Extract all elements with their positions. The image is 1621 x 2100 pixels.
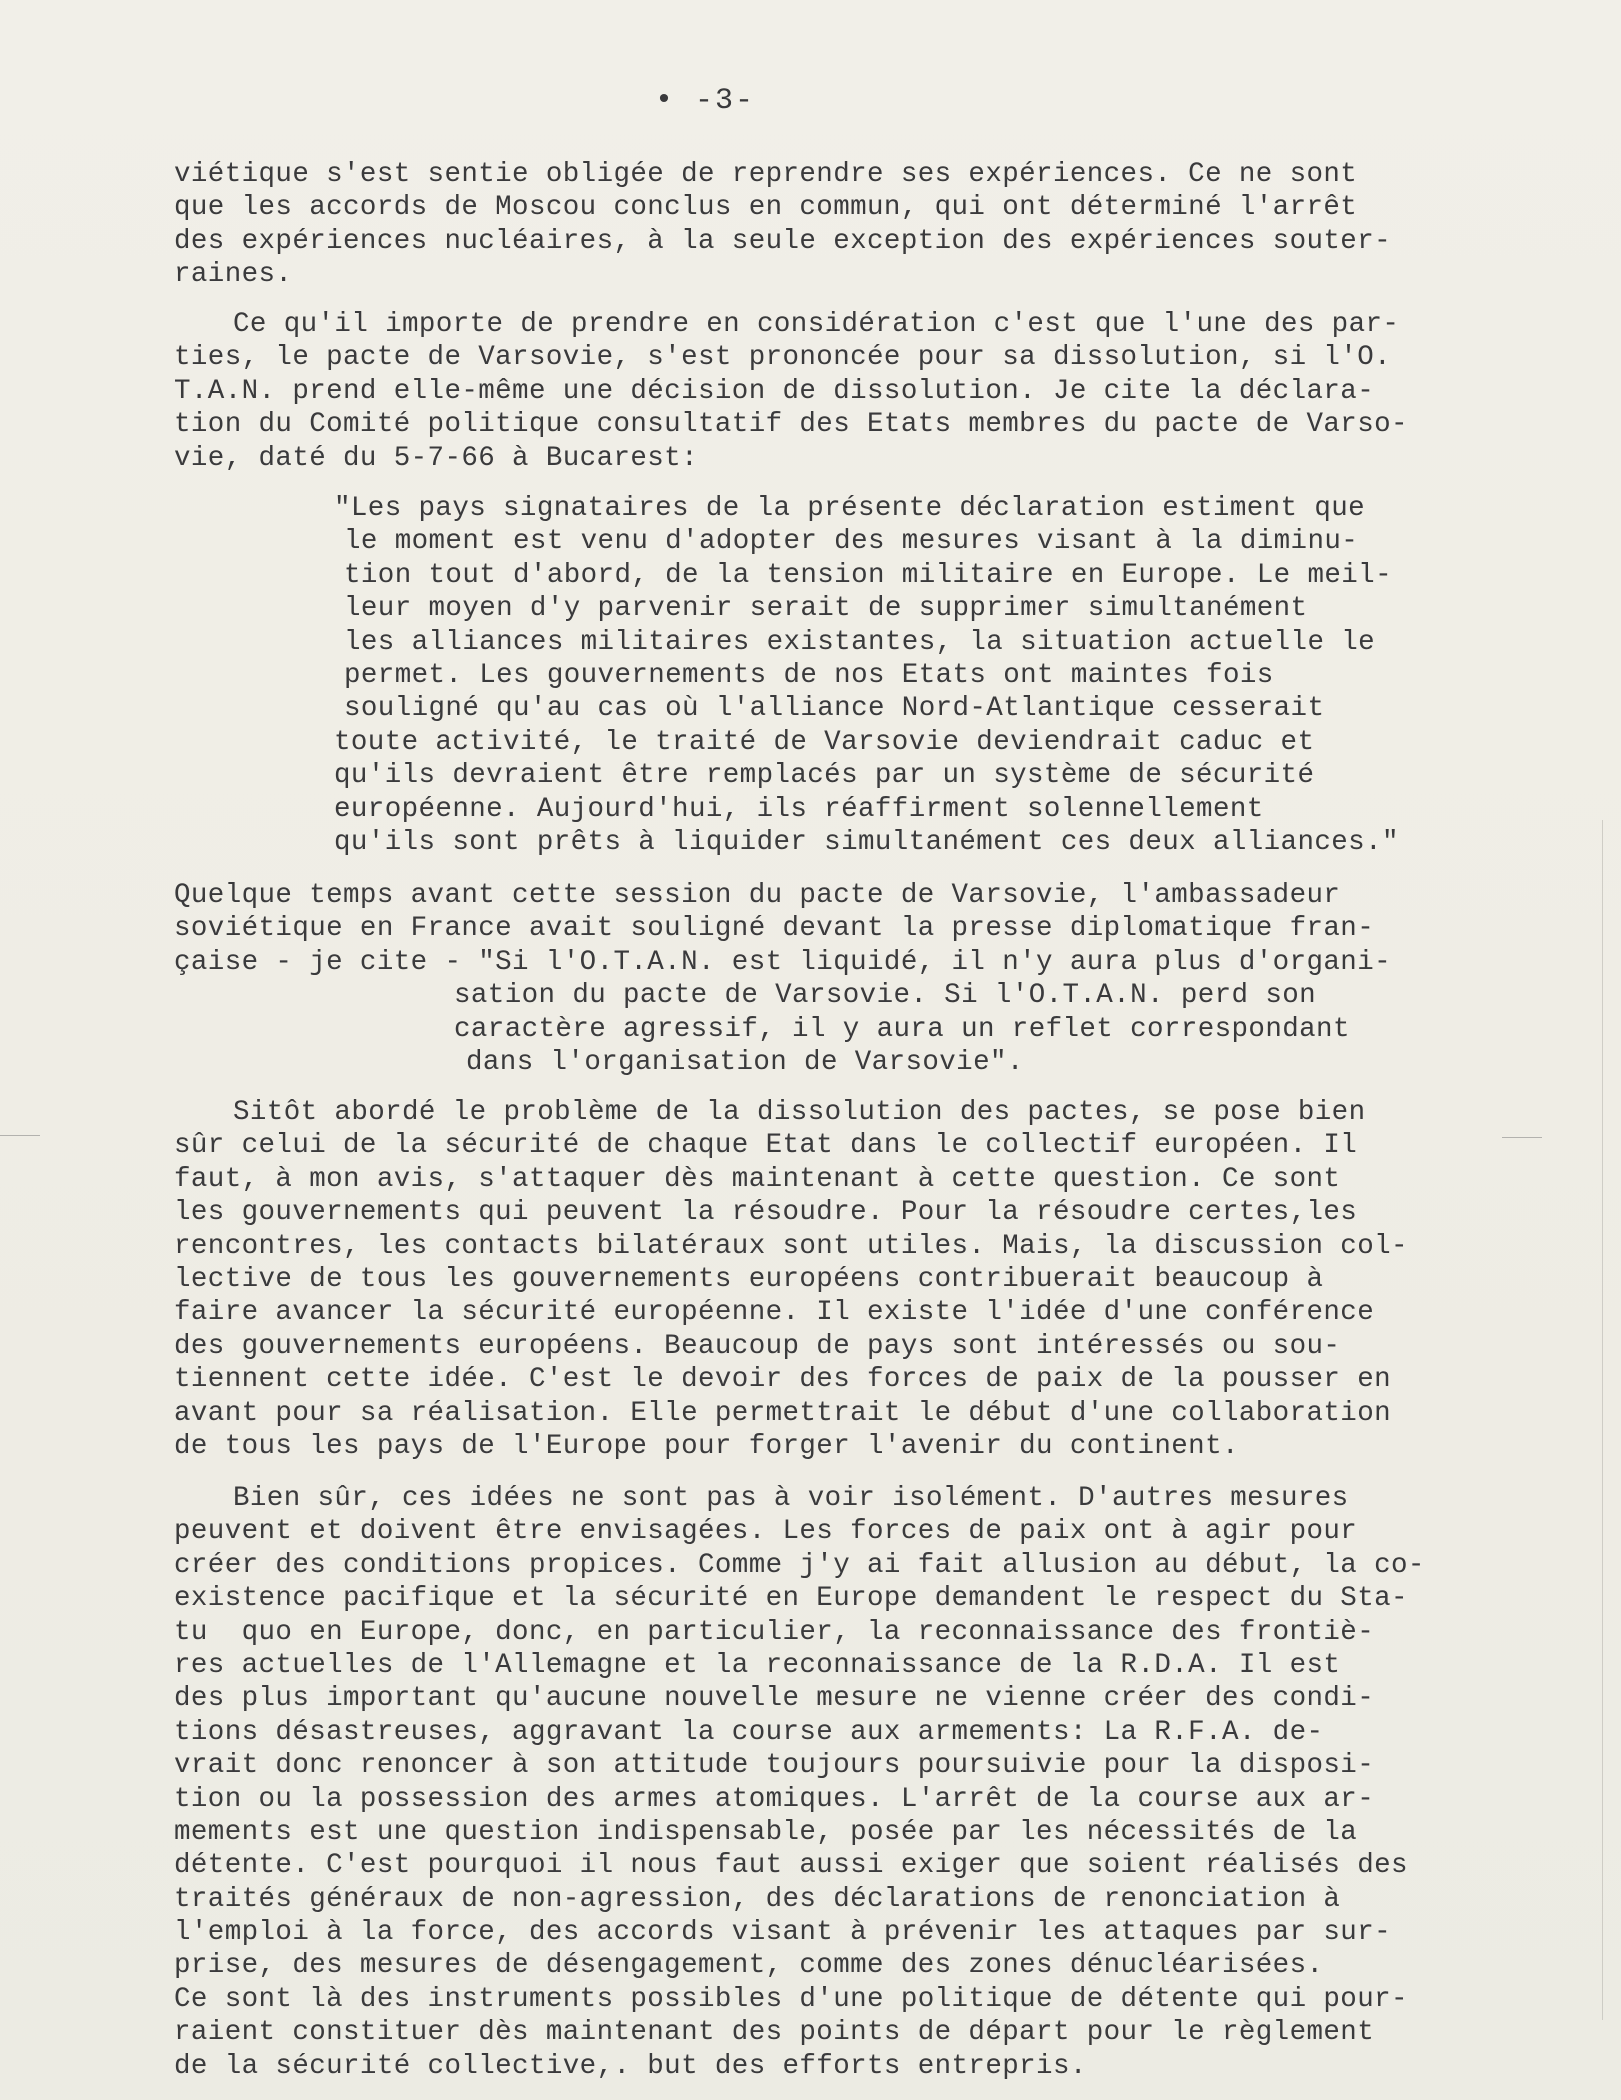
text-line: caractère agressif, il y aura un reflet correspondant	[454, 1013, 1350, 1045]
text-line: raient constituer dès maintenant des points de départ pour le règlement	[174, 2017, 1375, 2049]
quote-line: qu'ils sont prêts à liquider simultanément ces deux alliances."	[334, 826, 1399, 858]
quote-line: le moment est venu d'adopter des mesures visant à la diminu-	[344, 526, 1359, 558]
text-line: tiennent cette idée. C'est le devoir des forces de paix de la pousser en	[174, 1364, 1391, 1396]
text-line: res actuelles de l'Allemagne et la reconnaissance de la R.D.A. Il est	[174, 1649, 1341, 1681]
text-line: prise, des mesures de désengagement, comme des zones dénucléarisées.	[174, 1950, 1324, 1982]
text-line: Bien sûr, ces idées ne sont pas à voir isolément. D'autres mesures	[233, 1483, 1349, 1514]
text-line: soviétique en France avait souligné devant la presse diplomatique fran-	[174, 913, 1375, 945]
text-line: des plus important qu'aucune nouvelle mesure ne vienne créer des condi-	[174, 1683, 1375, 1715]
text-line: vie, daté du 5-7-66 à Bucarest:	[174, 442, 698, 474]
right-margin-shadow	[1602, 820, 1603, 2020]
quote-line: leur moyen d'y parvenir serait de supprimer simultanément	[344, 593, 1308, 625]
text-line: créer des conditions propices. Comme j'y ai fait allusion au début, la co-	[174, 1549, 1425, 1581]
paragraph-6	[174, 1482, 1425, 2083]
text-line: traités généraux de non-agression, des déclarations de renonciation à	[174, 1883, 1341, 1915]
text-line: existence pacifique et la sécurité en Europe demandent le respect du Sta-	[174, 1583, 1408, 1615]
quote-line: toute activité, le traité de Varsovie deviendrait caduc et	[334, 726, 1315, 758]
paragraph-1	[174, 158, 1391, 292]
text-line: que les accords de Moscou conclus en commun, qui ont déterminé l'arrêt	[174, 192, 1358, 224]
quote-line: souligné qu'au cas où l'alliance Nord-Atlantique cesserait	[344, 693, 1325, 725]
quote-line: permet. Les gouvernements de nos Etats ont maintes fois	[344, 659, 1274, 691]
text-line: faire avancer la sécurité européenne. Il existe l'idée d'une conférence	[174, 1297, 1375, 1329]
text-line: des expériences nucléaires, à la seule exception des expériences souter-	[174, 225, 1391, 257]
right-edge-mark	[1502, 1137, 1542, 1138]
text-line: tu quo en Europe, donc, en particulier, la reconnaissance des frontiè-	[174, 1616, 1375, 1648]
text-line: Sitôt abordé le problème de la dissolution des pactes, se pose bien	[233, 1097, 1366, 1128]
quote-line: tion tout d'abord, de la tension militaire en Europe. Le meil-	[344, 559, 1392, 591]
text-line: viétique s'est sentie obligée de reprendre ses expériences. Ce ne sont	[174, 159, 1358, 190]
text-line: des gouvernements européens. Beaucoup de pays sont intéressés ou sou-	[174, 1330, 1341, 1362]
text-line: lective de tous les gouvernements européens contribuerait beaucoup à	[174, 1263, 1324, 1295]
text-line: détente. C'est pourquoi il nous faut aussi exiger que soient réalisés des	[174, 1850, 1408, 1882]
text-line: tion ou la possession des armes atomiques. L'arrêt de la course aux ar-	[174, 1783, 1375, 1815]
text-line: Quelque temps avant cette session du pacte de Varsovie, l'ambassadeur	[174, 880, 1341, 911]
paragraph-2	[174, 308, 1408, 475]
paragraph-4	[174, 879, 1391, 1079]
text-line: sûr celui de la sécurité de chaque Etat dans le collectif européen. Il	[174, 1130, 1358, 1162]
page-number-text: -3-	[695, 84, 756, 118]
text-line: de la sécurité collective,. but des efforts entrepris.	[174, 2050, 1087, 2082]
text-line: de tous les pays de l'Europe pour forger l'avenir du continent.	[174, 1430, 1239, 1462]
text-line: l'emploi à la force, des accords visant à prévenir les attaques par sur-	[174, 1917, 1391, 1949]
text-line: les gouvernements qui peuvent la résoudre. Pour la résoudre certes,les	[174, 1197, 1358, 1229]
text-line: sation du pacte de Varsovie. Si l'O.T.A.N. perd son	[454, 980, 1317, 1012]
quote-line: qu'ils devraient être remplacés par un système de sécurité	[334, 760, 1315, 792]
page-number: • -3-	[655, 84, 756, 118]
text-line: T.A.N. prend elle-même une décision de dissolution. Je cite la déclara-	[174, 375, 1375, 407]
paragraph-5	[174, 1096, 1408, 1463]
text-line: peuvent et doivent être envisagées. Les forces de paix ont à agir pour	[174, 1516, 1358, 1548]
text-line: tions désastreuses, aggravant la course aux armements: La R.F.A. de-	[174, 1716, 1324, 1748]
text-line: vrait donc renoncer à son attitude toujours poursuivie pour la disposi-	[174, 1750, 1375, 1782]
text-line: Ce sont là des instruments possibles d'une politique de détente qui pour-	[174, 1983, 1408, 2015]
text-line: raines.	[174, 259, 293, 291]
text-line: ties, le pacte de Varsovie, s'est prononcée pour sa dissolution, si l'O.	[174, 342, 1391, 374]
text-line: tion du Comité politique consultatif des Etats membres du pacte de Varso-	[174, 409, 1408, 441]
quote-line: européenne. Aujourd'hui, ils réaffirment solennellement	[334, 793, 1264, 825]
quotation-block	[334, 492, 1399, 859]
text-line: çaise - je cite - "Si l'O.T.A.N. est liquidé, il n'y aura plus d'organi-	[174, 946, 1391, 978]
text-line: Ce qu'il importe de prendre en considération c'est que l'une des par-	[233, 309, 1400, 340]
text-line: faut, à mon avis, s'attaquer dès maintenant à cette question. Ce sont	[174, 1163, 1341, 1195]
text-line: avant pour sa réalisation. Elle permettrait le début d'une collaboration	[174, 1397, 1391, 1429]
left-edge-mark	[0, 1135, 40, 1136]
text-line: dans l'organisation de Varsovie".	[466, 1046, 1024, 1078]
text-line: mements est une question indispensable, posée par les nécessités de la	[174, 1816, 1358, 1848]
text-line: rencontres, les contacts bilatéraux sont utiles. Mais, la discussion col-	[174, 1230, 1408, 1262]
quote-line: "Les pays signataires de la présente déclaration estiment que	[334, 493, 1366, 524]
quote-line: les alliances militaires existantes, la situation actuelle le	[344, 626, 1376, 658]
